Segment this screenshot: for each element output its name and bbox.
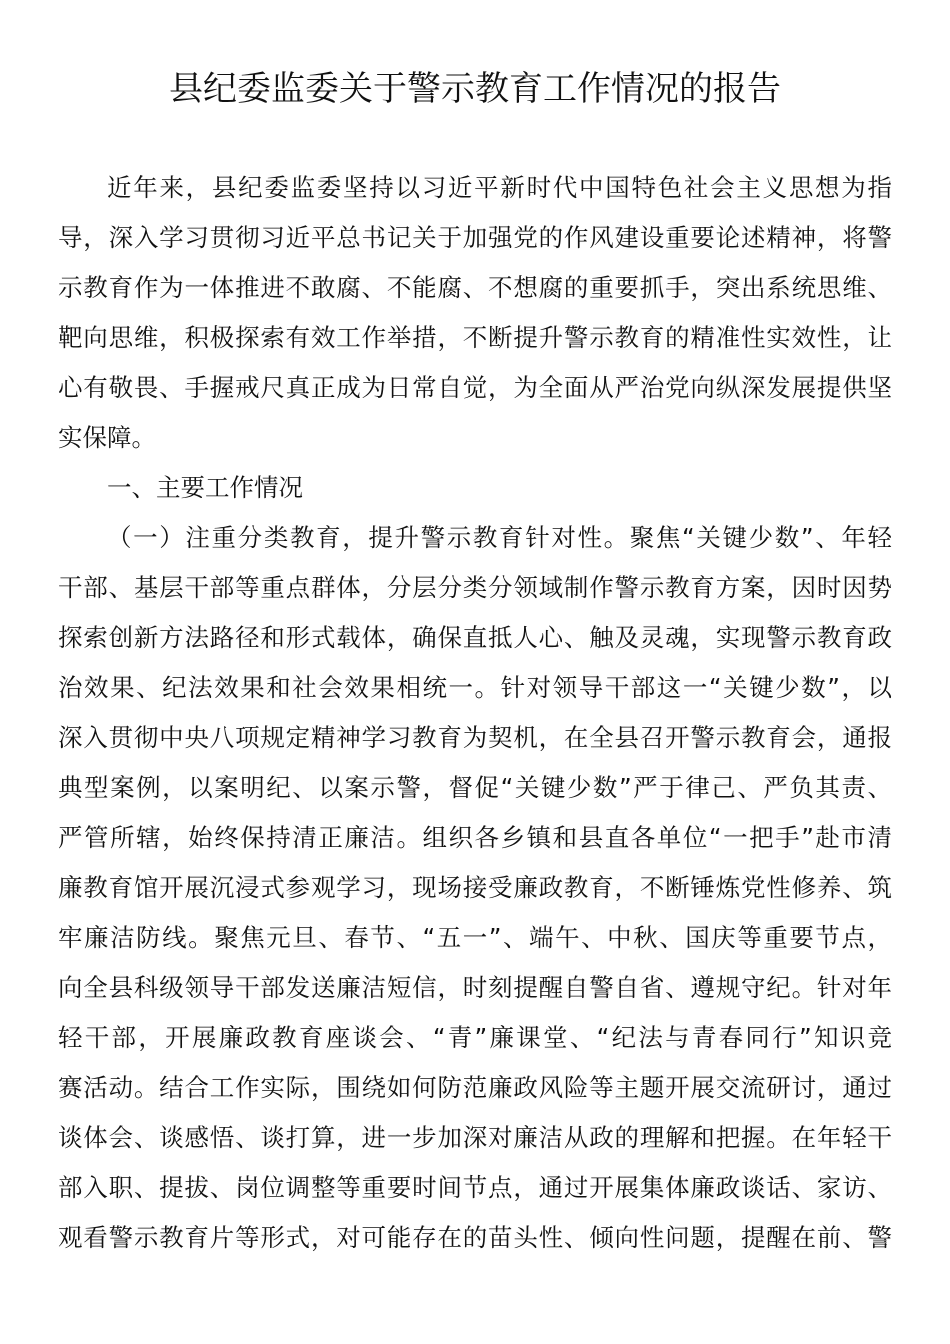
text-line: 向全县科级领导干部发送廉洁短信，时刻提醒自警自省、遵规守纪。针对年 [58,973,892,1002]
text-line: 观看警示教育片等形式，对可能存在的苗头性、倾向性问题，提醒在前、警 [58,1223,892,1252]
text-line: 示教育作为一体推进不敢腐、不能腐、不想腐的重要抓手，突出系统思维、 [58,273,892,302]
text-line: 导，深入学习贯彻习近平总书记关于加强党的作风建设重要论述精神，将警 [58,223,892,252]
text-line: 谈体会、谈感悟、谈打算，进一步加深对廉洁从政的理解和把握。在年轻干 [58,1123,892,1152]
subsection-paragraph [58,513,892,1263]
text-line: 治效果、纪法效果和社会效果相统一。针对领导干部这一“关键少数”，以 [58,673,892,702]
text-line: 近年来，县纪委监委坚持以习近平新时代中国特色社会主义思想为指 [107,173,892,202]
text-line: 心有敬畏、手握戒尺真正成为日常自觉，为全面从严治党向纵深发展提供坚 [58,373,892,402]
text-line: 靶向思维，积极探索有效工作举措，不断提升警示教育的精准性实效性，让 [58,323,892,352]
text-line: 部入职、提拔、岗位调整等重要时间节点，通过开展集体廉政谈话、家访、 [58,1173,892,1202]
text-line: 典型案例，以案明纪、以案示警，督促“关键少数”严于律己、严负其责、 [58,773,892,802]
text-line: 严管所辖，始终保持清正廉洁。组织各乡镇和县直各单位“一把手”赴市清 [58,823,892,852]
text-line: 廉教育馆开展沉浸式参观学习，现场接受廉政教育，不断锤炼党性修养、筑 [58,873,892,902]
text-line: 牢廉洁防线。聚焦元旦、春节、“五一”、端午、中秋、国庆等重要节点， [58,923,892,952]
section-heading [58,463,892,513]
text-line: 实保障。 [58,423,156,452]
document-title: 县纪委监委关于警示教育工作情况的报告 [169,69,781,109]
text-line: （一）注重分类教育，提升警示教育针对性。聚焦“关键少数”、年轻 [107,523,892,552]
section-heading-text: 一、主要工作情况 [107,473,303,502]
text-line: 探索创新方法路径和形式载体，确保直抵人心、触及灵魂，实现警示教育政 [58,623,892,652]
text-line: 干部、基层干部等重点群体，分层分类分领域制作警示教育方案，因时因势 [58,573,892,602]
intro-paragraph [58,163,892,463]
document-body [58,163,892,1263]
text-line: 赛活动。结合工作实际，围绕如何防范廉政风险等主题开展交流研讨，通过 [58,1073,892,1102]
text-line: 深入贯彻中央八项规定精神学习教育为契机，在全县召开警示教育会，通报 [58,723,892,752]
text-line: 轻干部，开展廉政教育座谈会、“青”廉课堂、“纪法与青春同行”知识竞 [58,1023,892,1052]
